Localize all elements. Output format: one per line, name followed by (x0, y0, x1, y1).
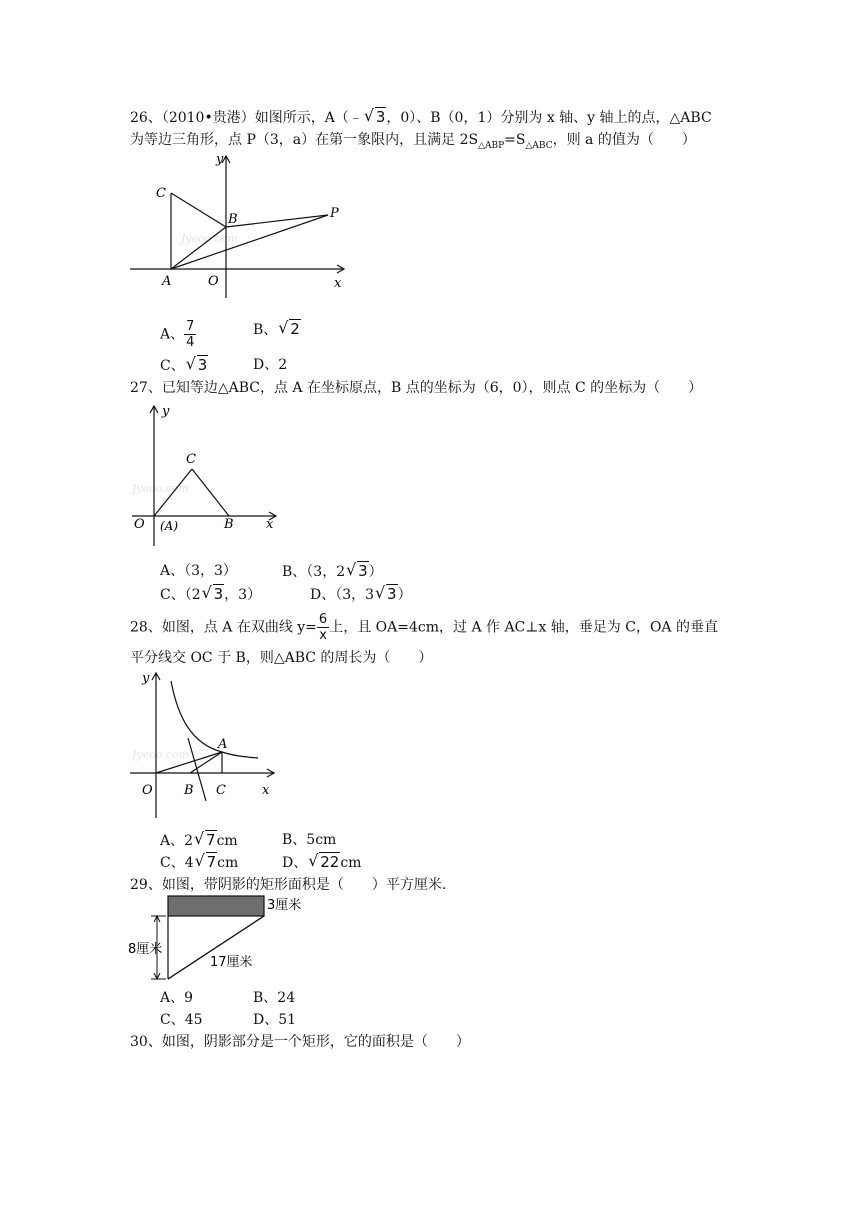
q29-line1: 29、如图，带阴影的矩形面积是（ ）平方厘米. (130, 877, 447, 893)
label-y: y (162, 404, 170, 419)
label-p: P (330, 206, 339, 221)
q28-text: 28、如图，点 A 在双曲线 y= (130, 619, 317, 636)
watermark: Jyeoo.com (181, 232, 238, 245)
denominator: 4 (186, 335, 195, 350)
option-text: C、（2 (160, 587, 201, 603)
q28-line2: 平分线交 OC 于 B，则△ABC 的周长为（ ） (130, 650, 433, 666)
sqrt-expr (194, 830, 217, 851)
denominator: x (319, 628, 327, 643)
option-text: C、4 (160, 855, 194, 871)
q26-text: ，0）、B（0，1）分别为 x 轴、y 轴上的点，△ABC (386, 110, 712, 126)
q27-option-c (160, 584, 261, 605)
numerator: 7 (186, 319, 195, 334)
label-b: B (184, 783, 194, 798)
q29-figure (126, 893, 316, 983)
segment-cb (171, 193, 226, 227)
option-text: cm (340, 855, 362, 871)
sqrt-expr (202, 584, 225, 605)
q29-option-a: A、9 (160, 990, 194, 1006)
fraction (317, 612, 329, 643)
sqrt-expr (375, 584, 398, 605)
radicand: 3 (213, 585, 224, 603)
q26-text: =S (504, 132, 526, 148)
label-o: O (142, 783, 153, 798)
q28-line1 (130, 612, 718, 643)
radicand: 3 (375, 108, 386, 126)
hyperbola-curve (171, 681, 258, 758)
option-label: B、 (253, 322, 278, 338)
option-text: A、2 (160, 833, 194, 849)
shaded-rectangle (168, 896, 264, 916)
radicand: 3 (358, 562, 368, 580)
label-a: (A) (160, 519, 179, 533)
radicand: 3 (197, 356, 208, 374)
option-text: B、（3，2 (282, 564, 346, 580)
label-x: x (334, 276, 342, 291)
q27-figure (126, 400, 286, 550)
option-text: ，3） (224, 587, 262, 603)
watermark: Jyeoo.com (132, 482, 189, 495)
q26-line1 (130, 107, 712, 128)
option-text: cm (217, 855, 239, 871)
watermark: Jyeoo.com (132, 748, 189, 761)
label-3cm: 3厘米 (267, 898, 302, 913)
q26-option-b (253, 319, 301, 340)
label-b: B (228, 212, 238, 227)
radicand: 7 (206, 853, 217, 871)
q29-option-b: B、24 (253, 990, 296, 1006)
label-a: A (162, 274, 172, 289)
sqrt-expr (195, 852, 218, 873)
option-label: A、 (160, 326, 185, 343)
segment-bp (226, 215, 328, 227)
q29-option-d: D、51 (253, 1012, 297, 1028)
q28-option-c (160, 852, 238, 873)
label-a: A (218, 737, 228, 752)
label-c: C (216, 783, 226, 798)
option-text: cm (216, 833, 238, 849)
option-text: ） (397, 587, 412, 603)
option-text: D、 (282, 855, 308, 871)
numerator: 6 (318, 612, 328, 627)
sqrt-expr (186, 355, 209, 376)
label-b: B (224, 517, 234, 532)
q26-text: 为等边三角形，点 P（3，a）在第一象限内，且满足 2S (130, 132, 479, 148)
radicand: 3 (387, 585, 397, 603)
segment-cb (192, 469, 229, 516)
sqrt-expr (308, 852, 340, 873)
q26-option-d: D、2 (253, 357, 288, 373)
label-o: O (134, 517, 145, 532)
option-text: D、（3，3 (310, 587, 375, 603)
label-c: C (156, 186, 166, 201)
q29-option-c: C、45 (160, 1012, 203, 1028)
label-x: x (262, 783, 270, 798)
q30-line1: 30、如图，阴影部分是一个矩形，它的面积是（ ） (130, 1034, 470, 1050)
q26-text: ，则 a 的值为（ ） (552, 132, 696, 148)
q28-figure (126, 668, 286, 820)
subscript: △ABP (478, 140, 505, 151)
q26-option-a (160, 319, 196, 350)
sqrt-expr (346, 561, 369, 582)
q28-text: 上，且 OA=4cm，过 A 作 AC⊥x 轴，垂足为 C，OA 的垂直 (329, 619, 718, 636)
radicand: 2 (290, 320, 300, 338)
q28-option-b: B、5cm (282, 832, 337, 848)
label-c: C (186, 452, 196, 467)
q26-figure (126, 150, 356, 300)
q27-line1: 27、已知等边△ABC，点 A 在坐标原点，B 点的坐标为（6，0），则点 C 的坐标为（ ） (130, 380, 703, 396)
subscript: △ABC (525, 140, 553, 151)
label-8cm: 8厘米 (128, 942, 163, 957)
sqrt-expr (364, 107, 387, 128)
sqrt-expr (278, 319, 301, 340)
q27-option-a: A、（3，3） (160, 563, 237, 579)
label-x: x (266, 517, 274, 532)
radicand: 22 (320, 853, 340, 871)
radicand: 7 (206, 831, 216, 849)
label-y: y (142, 671, 150, 686)
fraction (184, 319, 196, 350)
label-o: O (208, 274, 219, 289)
label-y: y (216, 152, 224, 167)
label-17cm: 17厘米 (210, 955, 253, 970)
q26-text: 26、（2010•贵港）如图所示，A（﹣ (130, 110, 363, 126)
q27-option-d (310, 584, 412, 605)
option-text: ） (368, 564, 383, 580)
q26-option-c (160, 355, 208, 376)
q27-option-b (282, 561, 383, 582)
q28-option-a (160, 830, 238, 851)
q28-option-d (282, 852, 361, 873)
option-label: C、 (160, 358, 185, 374)
